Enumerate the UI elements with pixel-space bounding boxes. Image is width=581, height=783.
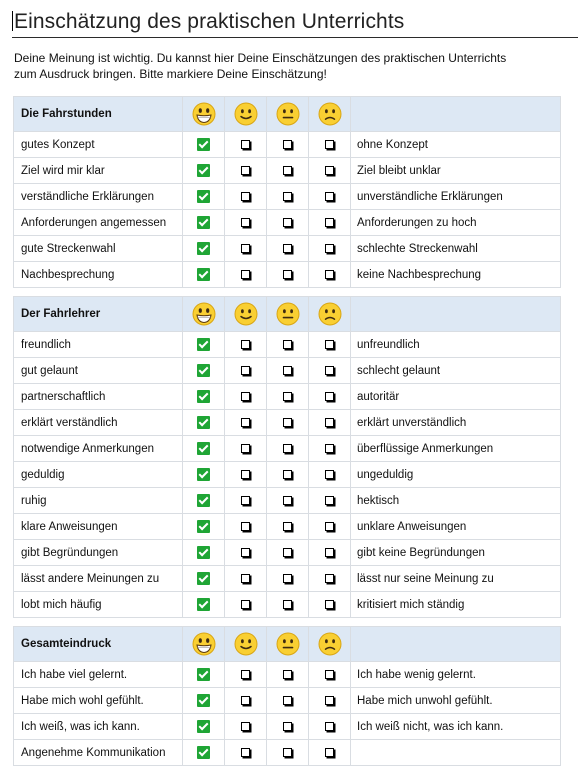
spacer-cell — [14, 288, 561, 297]
rating-cell[interactable] — [309, 514, 351, 540]
intro-line-2: zum Ausdruck bringen. Bitte markiere Deine Einschätzung! — [14, 67, 327, 81]
rating-header-cell — [267, 297, 309, 332]
rating-cell[interactable] — [309, 158, 351, 184]
negative-statement: unverständliche Erklärungen — [351, 184, 561, 210]
rating-cell[interactable] — [225, 410, 267, 436]
empty-checkbox-icon[interactable] — [283, 366, 292, 375]
rating-cell[interactable] — [267, 332, 309, 358]
rating-cell[interactable] — [309, 688, 351, 714]
empty-checkbox-icon[interactable] — [283, 218, 292, 227]
empty-checkbox-icon[interactable] — [241, 600, 250, 609]
negative-statement: unfreundlich — [351, 332, 561, 358]
rating-header-cell — [309, 627, 351, 662]
empty-checkbox-icon[interactable] — [283, 522, 292, 531]
checked-checkbox-icon[interactable] — [197, 190, 210, 203]
rating-header-cell — [225, 97, 267, 132]
empty-checkbox-icon[interactable] — [283, 470, 292, 479]
empty-checkbox-icon[interactable] — [325, 548, 334, 557]
rating-cell[interactable] — [309, 592, 351, 618]
rating-cell[interactable] — [225, 462, 267, 488]
spacer-cell — [14, 618, 561, 627]
negative-statement: keine Nachbesprechung — [351, 262, 561, 288]
positive-statement: lässt andere Meinungen zu — [14, 566, 183, 592]
negative-statement: Habe mich unwohl gefühlt. — [351, 688, 561, 714]
empty-checkbox-icon[interactable] — [241, 670, 250, 679]
rating-cell[interactable] — [183, 592, 225, 618]
rating-row — [14, 236, 561, 262]
smiling-face-icon — [234, 302, 258, 326]
rating-cell[interactable] — [309, 236, 351, 262]
rating-cell[interactable] — [183, 332, 225, 358]
section-header — [14, 97, 561, 132]
rating-cell[interactable] — [225, 514, 267, 540]
rating-cell[interactable] — [225, 332, 267, 358]
empty-checkbox-icon[interactable] — [241, 218, 250, 227]
rating-row — [14, 158, 561, 184]
empty-checkbox-icon[interactable] — [241, 340, 250, 349]
section-header-empty — [351, 97, 561, 132]
empty-checkbox-icon[interactable] — [283, 696, 292, 705]
rating-cell[interactable] — [183, 410, 225, 436]
empty-checkbox-icon[interactable] — [241, 444, 250, 453]
rating-cell[interactable] — [309, 132, 351, 158]
rating-cell[interactable] — [183, 236, 225, 262]
negative-statement: schlechte Streckenwahl — [351, 236, 561, 262]
negative-statement: hektisch — [351, 488, 561, 514]
empty-checkbox-icon[interactable] — [325, 244, 334, 253]
rating-row — [14, 262, 561, 288]
checked-checkbox-icon[interactable] — [197, 242, 210, 255]
checked-checkbox-icon[interactable] — [197, 390, 210, 403]
rating-cell[interactable] — [183, 384, 225, 410]
rating-header-cell — [183, 97, 225, 132]
rating-cell[interactable] — [225, 158, 267, 184]
empty-checkbox-icon[interactable] — [325, 192, 334, 201]
empty-checkbox-icon[interactable] — [325, 166, 334, 175]
rating-cell[interactable] — [267, 158, 309, 184]
negative-statement: ungeduldig — [351, 462, 561, 488]
rating-row — [14, 566, 561, 592]
rating-cell[interactable] — [225, 262, 267, 288]
negative-statement: Anforderungen zu hoch — [351, 210, 561, 236]
negative-statement — [351, 740, 561, 766]
positive-statement: verständliche Erklärungen — [14, 184, 183, 210]
empty-checkbox-icon[interactable] — [283, 392, 292, 401]
rating-cell[interactable] — [225, 436, 267, 462]
checked-checkbox-icon[interactable] — [197, 164, 210, 177]
rating-cell[interactable] — [309, 358, 351, 384]
empty-checkbox-icon[interactable] — [283, 748, 292, 757]
rating-row — [14, 488, 561, 514]
empty-checkbox-icon[interactable] — [241, 522, 250, 531]
empty-checkbox-icon[interactable] — [325, 340, 334, 349]
rating-cell[interactable] — [183, 436, 225, 462]
rating-cell[interactable] — [183, 488, 225, 514]
positive-statement: Nachbesprechung — [14, 262, 183, 288]
negative-statement: Ich weiß nicht, was ich kann. — [351, 714, 561, 740]
rating-cell[interactable] — [183, 462, 225, 488]
empty-checkbox-icon[interactable] — [325, 366, 334, 375]
positive-statement: gibt Begründungen — [14, 540, 183, 566]
empty-checkbox-icon[interactable] — [283, 244, 292, 253]
rating-cell[interactable] — [183, 662, 225, 688]
rating-cell[interactable] — [183, 210, 225, 236]
positive-statement: Ich weiß, was ich kann. — [14, 714, 183, 740]
empty-checkbox-icon[interactable] — [325, 392, 334, 401]
rating-header-cell — [183, 627, 225, 662]
rating-header-cell — [267, 627, 309, 662]
rating-header-cell — [267, 97, 309, 132]
rating-cell[interactable] — [183, 132, 225, 158]
empty-checkbox-icon[interactable] — [241, 574, 250, 583]
empty-checkbox-icon[interactable] — [241, 192, 250, 201]
rating-cell[interactable] — [309, 384, 351, 410]
rating-row — [14, 184, 561, 210]
rating-cell[interactable] — [267, 262, 309, 288]
positive-statement: gute Streckenwahl — [14, 236, 183, 262]
positive-statement: notwendige Anmerkungen — [14, 436, 183, 462]
empty-checkbox-icon[interactable] — [283, 418, 292, 427]
section-heading: Der Fahrlehrer — [14, 297, 183, 332]
negative-statement: ohne Konzept — [351, 132, 561, 158]
empty-checkbox-icon[interactable] — [241, 548, 250, 557]
positive-statement: freundlich — [14, 332, 183, 358]
rating-row — [14, 662, 561, 688]
rating-cell[interactable] — [183, 262, 225, 288]
rating-row — [14, 436, 561, 462]
rating-cell[interactable] — [225, 488, 267, 514]
checked-checkbox-icon[interactable] — [197, 138, 210, 151]
rating-cell[interactable] — [267, 592, 309, 618]
positive-statement: klare Anweisungen — [14, 514, 183, 540]
empty-checkbox-icon[interactable] — [241, 496, 250, 505]
rating-row — [14, 592, 561, 618]
empty-checkbox-icon[interactable] — [241, 244, 250, 253]
negative-statement: überflüssige Anmerkungen — [351, 436, 561, 462]
rating-cell[interactable] — [267, 236, 309, 262]
empty-checkbox-icon[interactable] — [241, 140, 250, 149]
positive-statement: gut gelaunt — [14, 358, 183, 384]
empty-checkbox-icon[interactable] — [241, 392, 250, 401]
section-header-empty — [351, 297, 561, 332]
rating-cell[interactable] — [225, 132, 267, 158]
empty-checkbox-icon[interactable] — [283, 444, 292, 453]
checked-checkbox-icon[interactable] — [197, 694, 210, 707]
empty-checkbox-icon[interactable] — [241, 270, 250, 279]
rating-cell[interactable] — [309, 332, 351, 358]
negative-statement: kritisiert mich ständig — [351, 592, 561, 618]
rating-cell[interactable] — [267, 410, 309, 436]
rating-cell[interactable] — [309, 740, 351, 766]
rating-cell[interactable] — [267, 662, 309, 688]
section-header — [14, 627, 561, 662]
section-spacer — [14, 288, 561, 297]
document-title — [12, 8, 578, 38]
sad-face-icon — [318, 302, 342, 326]
rating-row — [14, 332, 561, 358]
rating-cell[interactable] — [267, 566, 309, 592]
checked-checkbox-icon[interactable] — [197, 364, 210, 377]
rating-cell[interactable] — [225, 714, 267, 740]
negative-statement: lässt nur seine Meinung zu — [351, 566, 561, 592]
rating-cell[interactable] — [267, 436, 309, 462]
empty-checkbox-icon[interactable] — [325, 140, 334, 149]
smiling-face-icon — [234, 102, 258, 126]
positive-statement: lobt mich häufig — [14, 592, 183, 618]
checked-checkbox-icon[interactable] — [197, 494, 210, 507]
empty-checkbox-icon[interactable] — [283, 722, 292, 731]
rating-cell[interactable] — [183, 714, 225, 740]
rating-row — [14, 688, 561, 714]
empty-checkbox-icon[interactable] — [283, 340, 292, 349]
empty-checkbox-icon[interactable] — [325, 696, 334, 705]
empty-checkbox-icon[interactable] — [283, 166, 292, 175]
rating-cell[interactable] — [309, 262, 351, 288]
empty-checkbox-icon[interactable] — [283, 600, 292, 609]
positive-statement: partnerschaftlich — [14, 384, 183, 410]
rating-cell[interactable] — [267, 210, 309, 236]
empty-checkbox-icon[interactable] — [325, 444, 334, 453]
positive-statement: erklärt verständlich — [14, 410, 183, 436]
rating-cell[interactable] — [183, 688, 225, 714]
empty-checkbox-icon[interactable] — [241, 748, 250, 757]
checked-checkbox-icon[interactable] — [197, 746, 210, 759]
checked-checkbox-icon[interactable] — [197, 668, 210, 681]
empty-checkbox-icon[interactable] — [241, 696, 250, 705]
rating-cell[interactable] — [225, 662, 267, 688]
rating-cell[interactable] — [309, 210, 351, 236]
empty-checkbox-icon[interactable] — [325, 270, 334, 279]
negative-statement: schlecht gelaunt — [351, 358, 561, 384]
empty-checkbox-icon[interactable] — [325, 600, 334, 609]
checked-checkbox-icon[interactable] — [197, 442, 210, 455]
rating-cell[interactable] — [309, 488, 351, 514]
rating-cell[interactable] — [183, 184, 225, 210]
empty-checkbox-icon[interactable] — [325, 496, 334, 505]
rating-cell[interactable] — [267, 384, 309, 410]
rating-cell[interactable] — [309, 436, 351, 462]
empty-checkbox-icon[interactable] — [241, 166, 250, 175]
empty-checkbox-icon[interactable] — [283, 270, 292, 279]
rating-cell[interactable] — [183, 514, 225, 540]
sad-face-icon — [318, 632, 342, 656]
rating-cell[interactable] — [309, 566, 351, 592]
negative-statement: unklare Anweisungen — [351, 514, 561, 540]
rating-cell[interactable] — [225, 236, 267, 262]
positive-statement: Habe mich wohl gefühlt. — [14, 688, 183, 714]
smiling-face-icon — [234, 632, 258, 656]
rating-cell[interactable] — [225, 540, 267, 566]
rating-row — [14, 714, 561, 740]
rating-cell[interactable] — [267, 514, 309, 540]
neutral-face-icon — [276, 302, 300, 326]
sad-face-icon — [318, 102, 342, 126]
rating-cell[interactable] — [309, 662, 351, 688]
positive-statement: Anforderungen angemessen — [14, 210, 183, 236]
rating-cell[interactable] — [183, 158, 225, 184]
empty-checkbox-icon[interactable] — [283, 496, 292, 505]
intro-paragraph — [14, 50, 534, 82]
neutral-face-icon — [276, 632, 300, 656]
checked-checkbox-icon[interactable] — [197, 572, 210, 585]
empty-checkbox-icon[interactable] — [325, 722, 334, 731]
empty-checkbox-icon[interactable] — [283, 574, 292, 583]
section-heading: Die Fahrstunden — [14, 97, 183, 132]
rating-cell[interactable] — [309, 540, 351, 566]
empty-checkbox-icon[interactable] — [283, 192, 292, 201]
section-header — [14, 297, 561, 332]
rating-cell[interactable] — [267, 714, 309, 740]
rating-header-cell — [225, 297, 267, 332]
rating-cell[interactable] — [267, 462, 309, 488]
section-heading: Gesamteindruck — [14, 627, 183, 662]
checked-checkbox-icon[interactable] — [197, 268, 210, 281]
empty-checkbox-icon[interactable] — [325, 670, 334, 679]
positive-statement: ruhig — [14, 488, 183, 514]
rating-cell[interactable] — [267, 488, 309, 514]
rating-row — [14, 210, 561, 236]
empty-checkbox-icon[interactable] — [325, 574, 334, 583]
empty-checkbox-icon[interactable] — [241, 366, 250, 375]
rating-row — [14, 462, 561, 488]
checked-checkbox-icon[interactable] — [197, 416, 210, 429]
checked-checkbox-icon[interactable] — [197, 720, 210, 733]
rating-cell[interactable] — [267, 740, 309, 766]
document-title-text: Einschätzung des praktischen Unterrichts — [14, 10, 405, 33]
rating-row — [14, 540, 561, 566]
rating-cell[interactable] — [225, 358, 267, 384]
negative-statement: autoritär — [351, 384, 561, 410]
empty-checkbox-icon[interactable] — [241, 418, 250, 427]
empty-checkbox-icon[interactable] — [325, 418, 334, 427]
positive-statement: geduldig — [14, 462, 183, 488]
empty-checkbox-icon[interactable] — [325, 748, 334, 757]
rating-row — [14, 132, 561, 158]
rating-header-cell — [183, 297, 225, 332]
rating-cell[interactable] — [183, 540, 225, 566]
positive-statement: Ziel wird mir klar — [14, 158, 183, 184]
empty-checkbox-icon[interactable] — [241, 722, 250, 731]
rating-cell[interactable] — [309, 184, 351, 210]
empty-checkbox-icon[interactable] — [283, 548, 292, 557]
empty-checkbox-icon[interactable] — [325, 218, 334, 227]
rating-cell[interactable] — [225, 184, 267, 210]
rating-row — [14, 514, 561, 540]
checked-checkbox-icon[interactable] — [197, 468, 210, 481]
positive-statement: gutes Konzept — [14, 132, 183, 158]
empty-checkbox-icon[interactable] — [283, 140, 292, 149]
rating-cell[interactable] — [225, 740, 267, 766]
rating-cell[interactable] — [267, 358, 309, 384]
neutral-face-icon — [276, 102, 300, 126]
intro-line-1: Deine Meinung ist wichtig. Du kannst hier Deine Einschätzungen des praktischen Unterrichts — [14, 51, 507, 65]
rating-cell[interactable] — [309, 462, 351, 488]
section-header-empty — [351, 627, 561, 662]
rating-cell[interactable] — [183, 566, 225, 592]
checked-checkbox-icon[interactable] — [197, 598, 210, 611]
rating-cell[interactable] — [309, 410, 351, 436]
negative-statement: gibt keine Begründungen — [351, 540, 561, 566]
rating-cell[interactable] — [267, 184, 309, 210]
empty-checkbox-icon[interactable] — [325, 470, 334, 479]
rating-table — [13, 96, 561, 766]
very-happy-face-icon — [192, 302, 216, 326]
rating-cell[interactable] — [225, 566, 267, 592]
rating-row — [14, 740, 561, 766]
rating-header-cell — [225, 627, 267, 662]
rating-row — [14, 358, 561, 384]
checked-checkbox-icon[interactable] — [197, 338, 210, 351]
positive-statement: Angenehme Kommunikation — [14, 740, 183, 766]
empty-checkbox-icon[interactable] — [325, 522, 334, 531]
checked-checkbox-icon[interactable] — [197, 216, 210, 229]
rating-cell[interactable] — [183, 740, 225, 766]
section-spacer — [14, 618, 561, 627]
rating-cell[interactable] — [267, 540, 309, 566]
negative-statement: Ich habe wenig gelernt. — [351, 662, 561, 688]
rating-cell[interactable] — [225, 688, 267, 714]
empty-checkbox-icon[interactable] — [241, 470, 250, 479]
rating-cell[interactable] — [309, 714, 351, 740]
rating-cell[interactable] — [183, 358, 225, 384]
positive-statement: Ich habe viel gelernt. — [14, 662, 183, 688]
rating-cell[interactable] — [225, 384, 267, 410]
rating-cell[interactable] — [267, 132, 309, 158]
checked-checkbox-icon[interactable] — [197, 520, 210, 533]
rating-cell[interactable] — [225, 592, 267, 618]
negative-statement: erklärt unverständlich — [351, 410, 561, 436]
rating-cell[interactable] — [225, 210, 267, 236]
rating-row — [14, 384, 561, 410]
very-happy-face-icon — [192, 632, 216, 656]
rating-header-cell — [309, 97, 351, 132]
rating-cell[interactable] — [267, 688, 309, 714]
checked-checkbox-icon[interactable] — [197, 546, 210, 559]
very-happy-face-icon — [192, 102, 216, 126]
rating-header-cell — [309, 297, 351, 332]
text-cursor — [12, 11, 13, 31]
rating-row — [14, 410, 561, 436]
empty-checkbox-icon[interactable] — [283, 670, 292, 679]
negative-statement: Ziel bleibt unklar — [351, 158, 561, 184]
